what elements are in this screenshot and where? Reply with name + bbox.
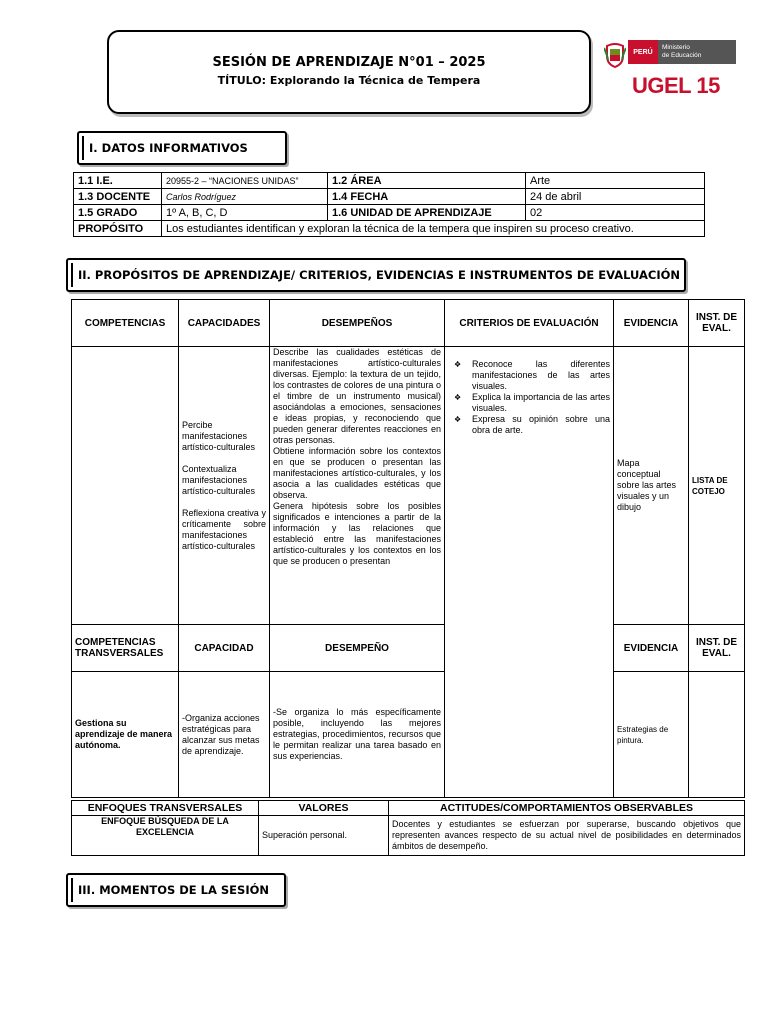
area-value: Arte: [526, 173, 705, 189]
header-actitudes: ACTITUDES/COMPORTAMIENTOS OBSERVABLES: [389, 801, 745, 816]
fecha-value: 24 de abril: [526, 189, 705, 205]
valor-value: Superación personal.: [259, 816, 389, 856]
educacion-label: de Educación: [662, 52, 702, 59]
unidad-label: 1.6 UNIDAD DE APRENDIZAJE: [328, 205, 526, 221]
section-header-momentos: [66, 873, 286, 907]
grado-value: 1º A, B, C, D: [162, 205, 328, 221]
capacidad-1: Percibe manifestaciones artístico-culturales: [182, 419, 256, 452]
header-capacidades: CAPACIDADES: [179, 300, 270, 347]
evidencia-value: Mapa conceptual sobre las artes visuales y un dibujo: [614, 347, 689, 625]
cap-transversal-value: -Organiza acciones estratégicas para alcanzar sus metas de aprendizaje.: [179, 672, 270, 798]
des-transversal-value: -Se organiza lo más específicamente posible, incluyendo las mejores estrategias, procedimientos, recursos que le permitan realizar una tarea basado en sus experiencias.: [270, 672, 445, 798]
header-instrumento-2: INST. DE EVAL.: [689, 625, 745, 672]
criterio-2: ❖ Explica la importancia de las artes visuales.: [454, 392, 610, 414]
session-subtitle: TÍTULO: Explorando la Técnica de Tempera: [217, 74, 481, 87]
ugel-logo: UGEL 15: [632, 73, 720, 98]
criterio-1: ❖ Reconoce las diferentes manifestaciones de las artes visuales.: [454, 359, 610, 392]
datos-informativos-table: [73, 172, 705, 237]
section-header-datos: [77, 131, 287, 165]
header-instrumento: INST. DE EVAL.: [689, 300, 745, 347]
competencia-cell: [72, 347, 179, 625]
area-label: 1.2 ÁREA: [328, 173, 526, 189]
peru-label: PERÚ: [628, 40, 658, 64]
actitud-value: Docentes y estudiantes se esfuerzan por superarse, buscando objetivos que representen avances respecto de su actual nivel de posibilidades en determinados ámbitos de desempeño.: [389, 816, 745, 856]
propositos-table: [71, 299, 745, 798]
desempeno-2: Obtiene información sobre los contextos en que se producen o presentan las manifestaciones artístico-culturales, y los asocia a las cualidades estéticas que observa.: [273, 446, 441, 500]
proposito-label: PROPÓSITO: [74, 221, 162, 237]
comp-transversal-value: Gestiona su aprendizaje de manera autónoma.: [72, 672, 179, 798]
header-capacidad: CAPACIDAD: [179, 625, 270, 672]
capacidad-3: Reflexiona creativa y críticamente sobre manifestaciones artístico-culturales: [182, 507, 266, 551]
peru-shield-icon: [604, 42, 626, 68]
header-enfoques: ENFOQUES TRANSVERSALES: [72, 801, 259, 816]
docente-value: Carlos Rodríguez: [162, 189, 328, 205]
evid-transversal-value: Estrategias de pintura.: [614, 672, 689, 798]
inst-transversal-cell: [689, 672, 745, 798]
header-comp-transversales: COMPETENCIAS TRANSVERSALES: [72, 625, 179, 672]
desempenos-cell: [270, 347, 445, 625]
proposito-value: Los estudiantes identifican y exploran la técnica de la tempera que inspiren su proceso creativo.: [162, 221, 705, 237]
header-evidencia-2: EVIDENCIA: [614, 625, 689, 672]
grado-label: 1.5 GRADO: [74, 205, 162, 221]
session-title-box: [107, 30, 591, 114]
header-evidencia: EVIDENCIA: [614, 300, 689, 347]
section-title-propositos: II. PROPÓSITOS DE APRENDIZAJE/ CRITERIOS, EVIDENCIAS E INSTRUMENTOS DE EVALUACIÓN: [78, 268, 681, 282]
header-valores: VALORES: [259, 801, 389, 816]
desempeno-1: Describe las cualidades estéticas de manifestaciones artístico-culturales diversas. Ejemplo: la textura de un tejido, los contrastes de colores de una pintura o el timbre de un instrumento musical) asociándolas a emociones, sensaciones e ideas propias, y reconociendo que pueden generar diferentes reacciones en otras personas.: [273, 347, 441, 445]
enfoque-value: ENFOQUE BÚSQUEDA DE LA EXCELENCIA: [72, 816, 259, 856]
docente-label: 1.3 DOCENTE: [74, 189, 162, 205]
criterios-cell: [445, 347, 614, 798]
instrumento-value: LISTA DE COTEJO: [689, 347, 745, 625]
desempeno-3: Genera hipótesis sobre los posibles significados e intenciones a partir de la información y las relaciones que estableció entre las manifestaciones artístico-culturales y los contextos en los que se producen o presentan: [273, 501, 441, 566]
ie-label: 1.1 I.E.: [74, 173, 162, 189]
section-header-propositos: [66, 258, 686, 292]
ministerio-label: Ministerio: [662, 44, 690, 51]
ministerio-logo: [628, 40, 736, 64]
section-title-datos: I. DATOS INFORMATIVOS: [89, 141, 248, 155]
fecha-label: 1.4 FECHA: [328, 189, 526, 205]
header-criterios: CRITERIOS DE EVALUACIÓN: [445, 300, 614, 347]
unidad-value: 02: [526, 205, 705, 221]
session-title: SESIÓN DE APRENDIZAJE N°01 – 2025: [212, 55, 486, 70]
header-competencias: COMPETENCIAS: [72, 300, 179, 347]
capacidad-2: Contextualiza manifestaciones artístico-culturales: [182, 463, 256, 496]
enfoques-table: [71, 800, 745, 856]
header-desempenos: DESEMPEÑOS: [270, 300, 445, 347]
header-desempeno: DESEMPEÑO: [270, 625, 445, 672]
criterio-3: ❖ Expresa su opinión sobre una obra de arte.: [454, 414, 610, 436]
capacidades-cell: [179, 347, 270, 625]
section-title-momentos: III. MOMENTOS DE LA SESIÓN: [78, 883, 269, 897]
ie-value: 20955-2 – “NACIONES UNIDAS”: [162, 173, 328, 189]
